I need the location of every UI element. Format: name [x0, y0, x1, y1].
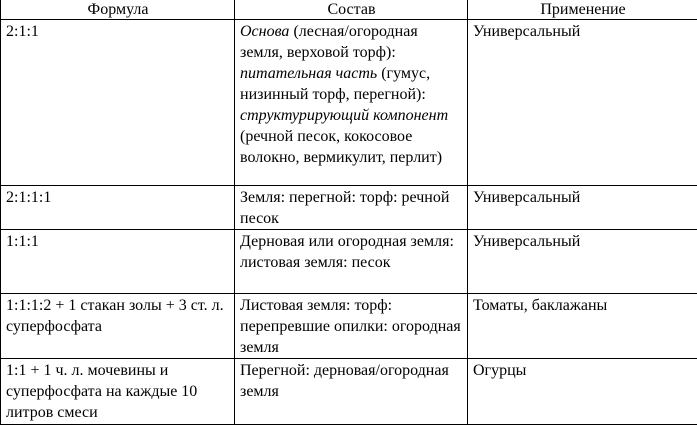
composition-cell: Дерновая или огородная земля: листовая земля: песок — [235, 230, 468, 294]
composition-base-text: (лесная/огородная земля, верховой торф): — [240, 23, 418, 61]
usage-cell: Универсальный — [468, 230, 697, 294]
formula-cell: 1:1:1:2 + 1 стакан золы + 3 ст. л. суперфосфата — [1, 294, 235, 359]
table-row — [1, 230, 697, 294]
header-formula: Формула — [1, 0, 235, 20]
composition-cell: Листовая земля: торф: перепревшие опилки: огородная земля — [235, 294, 468, 359]
composition-nutrient-label: питательная часть — [240, 65, 377, 82]
composition-cell: Перегной: дерновая/огородная земля — [235, 359, 468, 425]
composition-nutrient-text: (гумус, низинный торф, перегной): — [240, 65, 430, 103]
formula-cell: 1:1 + 1 ч. л. мочевины и суперфосфата на каждые 10 литров смеси — [1, 359, 235, 425]
table-row — [1, 294, 697, 359]
composition-cell: Земля: перегной: торф: речной песок — [235, 186, 468, 230]
usage-cell: Огурцы — [468, 359, 697, 425]
formula-cell: 2:1:1:1 — [1, 186, 235, 230]
table-row — [1, 359, 697, 425]
header-composition: Состав — [235, 0, 468, 20]
usage-cell: Универсальный — [468, 20, 697, 186]
header-usage: Применение — [468, 0, 697, 20]
usage-cell: Томаты, баклажаны — [468, 294, 697, 359]
formula-cell: 2:1:1 — [1, 20, 235, 186]
composition-structure-text: (речной песок, кокосовое волокно, вермикулит, перлит) — [240, 128, 442, 166]
table-row — [1, 20, 697, 186]
formula-cell: 1:1:1 — [1, 230, 235, 294]
composition-base-label: Основа — [240, 23, 289, 40]
table-row — [1, 186, 697, 230]
table-header-row — [1, 0, 697, 20]
composition-structure-label: структурирующий компонент — [240, 107, 448, 124]
composition-cell — [235, 20, 468, 186]
usage-cell: Универсальный — [468, 186, 697, 230]
